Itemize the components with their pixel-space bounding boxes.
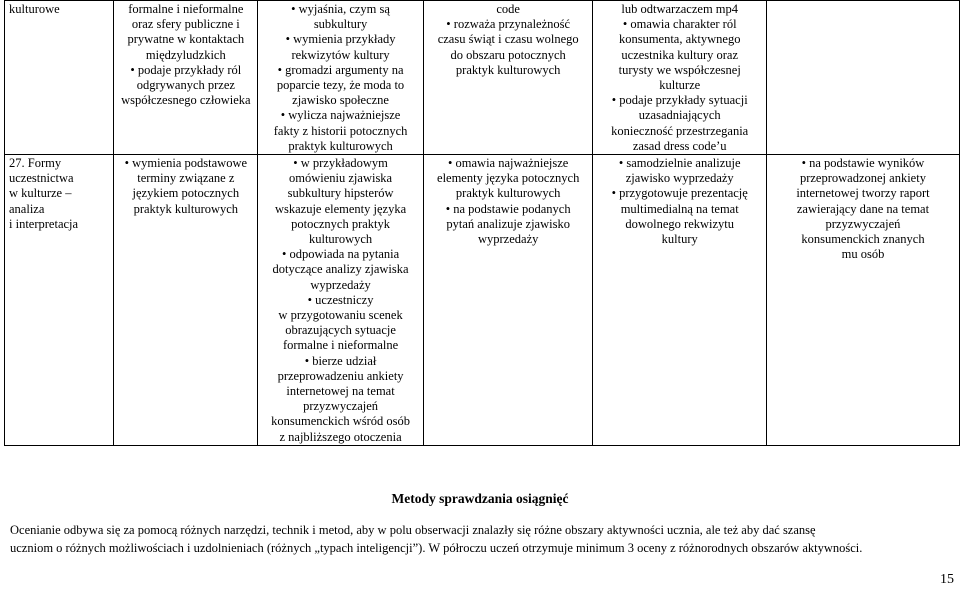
table-row <box>5 1 960 155</box>
cell-line: praktyk kulturowych <box>455 62 561 77</box>
cell-line: formalne i nieformalne <box>282 338 399 353</box>
requirements-beyond-cell <box>766 1 959 155</box>
cell-line: konieczność przestrzegania <box>611 123 749 138</box>
cell-line: praktyk kulturowych <box>455 186 561 201</box>
cell-text <box>427 2 590 78</box>
cell-line: przeprowadzonej ankiety <box>799 171 926 186</box>
requirements-basic-cell <box>114 1 258 155</box>
cell-line: i interpretacja <box>9 216 79 231</box>
cell-line: • rozważa przynależność <box>446 17 571 32</box>
cell-line: terminy związane z <box>137 171 235 186</box>
cell-line: rekwizytów kultury <box>291 47 390 62</box>
requirements-extended-cell <box>423 155 593 446</box>
cell-line: kulturowe <box>9 2 60 16</box>
cell-line: zjawisko społeczne <box>292 93 389 108</box>
requirements-basic-ext-cell <box>258 155 424 446</box>
requirements-full-cell <box>593 1 766 155</box>
cell-line: internetowej na temat <box>286 384 395 399</box>
paragraph-line: Ocenianie odbywa się za pomocą różnych narzędzi, technik i metod, aby w polu obserwacji znalazły się różne obszary aktywności ucznia, ale też aby dać szansę <box>10 523 816 537</box>
cell-line: • omawia najważniejsze <box>448 156 569 171</box>
topic-cell <box>5 155 114 446</box>
cell-line: • samodzielnie analizuje <box>618 156 741 171</box>
cell-line: elementy języka potocznych <box>437 171 580 186</box>
assessment-paragraph <box>10 521 958 557</box>
cell-text <box>596 2 762 154</box>
cell-line: • na podstawie podanych <box>445 201 571 216</box>
cell-line: potocznych praktyk <box>291 216 391 231</box>
cell-line: z najbliższego otoczenia <box>279 429 402 444</box>
section-heading: Metody sprawdzania osiągnięć <box>391 491 569 506</box>
cell-line: internetowej tworzy raport <box>796 186 930 201</box>
cell-line: konsumenckich wśród osób <box>271 414 410 429</box>
cell-line: do obszaru potocznych <box>450 47 566 62</box>
cell-line: prywatne w kontaktach <box>127 32 245 47</box>
cell-line: kulturze <box>659 78 701 93</box>
cell-line: multimedialną na temat <box>620 201 739 216</box>
cell-line: • wymienia przykłady <box>285 32 396 47</box>
cell-line: subkultury hipsterów <box>287 186 394 201</box>
cell-line: • przygotowuje prezentację <box>611 186 748 201</box>
cell-line: wyprzedaży <box>310 277 371 292</box>
cell-line: uczestnictwa <box>9 171 74 186</box>
cell-line: formalne i nieformalne <box>128 2 244 16</box>
cell-line: dotyczące analizy zjawiska <box>272 262 409 277</box>
cell-line: przyzwyczajeń <box>825 216 901 231</box>
cell-line: językiem potocznych <box>132 186 240 201</box>
cell-line: uzasadniających <box>638 108 721 123</box>
cell-line: • gromadzi argumenty na <box>277 62 404 77</box>
cell-line: kultury <box>661 232 698 247</box>
requirements-full-cell <box>593 155 766 446</box>
cell-line: lub odtwarzaczem mp4 <box>621 2 739 16</box>
cell-line: praktyk kulturowych <box>288 138 393 153</box>
cell-line: kulturowych <box>308 232 373 247</box>
cell-line: przeprowadzeniu ankiety <box>277 368 404 383</box>
cell-line: czasu świąt i czasu wolnego <box>437 32 579 47</box>
cell-text <box>261 2 420 154</box>
cell-text <box>9 156 110 232</box>
cell-text <box>596 156 762 247</box>
cell-line: • omawia charakter ról <box>622 17 737 32</box>
cell-line: zawierający dane na temat <box>796 201 930 216</box>
requirements-basic-ext-cell <box>258 1 424 155</box>
cell-line: • wyjaśnia, czym są <box>291 2 390 16</box>
cell-text <box>427 156 590 247</box>
cell-line: obrazujących sytuacje <box>285 323 396 338</box>
cell-line: • na podstawie wyników <box>801 156 925 171</box>
cell-line: • odpowiada na pytania <box>281 247 400 262</box>
table-row <box>5 155 960 446</box>
cell-line: pytań analizuje zjawisko <box>446 216 570 231</box>
cell-line: subkultury <box>313 17 368 32</box>
cell-text <box>9 2 110 17</box>
cell-line: w kulturze – <box>9 186 72 201</box>
cell-line: wyprzedaży <box>477 232 539 247</box>
cell-line: • w przykładowym <box>293 156 388 171</box>
cell-text <box>261 156 420 445</box>
cell-line: praktyk kulturowych <box>133 201 239 216</box>
cell-line: konsumenckich znanych <box>801 232 925 247</box>
cell-line: zjawisko wyprzedaży <box>625 171 734 186</box>
cell-line: code <box>496 2 520 16</box>
cell-line: konsumenta, aktywnego <box>618 32 741 47</box>
cell-line: wskazuje elementy języka <box>274 201 407 216</box>
curriculum-table <box>4 0 960 446</box>
page-number: 15 <box>940 572 954 587</box>
cell-line: zasad dress code’u <box>632 138 727 153</box>
cell-line: • bierze udział <box>304 353 377 368</box>
cell-line: odgrywanych przez <box>136 78 235 93</box>
cell-line: współczesnego człowieka <box>121 93 251 108</box>
cell-line: turysty we współczesnej <box>618 62 741 77</box>
cell-line: omówieniu zjawiska <box>289 171 393 186</box>
cell-line: mu osób <box>841 247 885 262</box>
cell-line: analiza <box>9 201 45 216</box>
cell-line: poparcie tezy, że moda to <box>276 78 405 93</box>
cell-line: przyzwyczajeń <box>303 399 379 414</box>
cell-text <box>770 156 956 262</box>
cell-text <box>117 156 254 217</box>
cell-line: • wylicza najważniejsze <box>280 108 401 123</box>
topic-cell <box>5 1 114 155</box>
requirements-extended-cell <box>423 1 593 155</box>
cell-line: • uczestniczy <box>307 292 374 307</box>
cell-line: międzyludzkich <box>145 47 226 62</box>
paragraph-line: uczniom o różnych możliwościach i uzdolnieniach (różnych „typach inteligencji”). W półroczu uczeń otrzymuje minimum 3 oceny z różnorodnych obszarów aktywności. <box>10 541 863 555</box>
cell-line: oraz sfery publiczne i <box>131 17 240 32</box>
cell-line: 27. Formy <box>9 156 62 171</box>
cell-text <box>117 2 254 108</box>
cell-line: fakty z historii potocznych <box>273 123 408 138</box>
cell-line: • wymienia podstawowe <box>124 156 248 171</box>
cell-line: dowolnego rekwizytu <box>625 216 735 231</box>
cell-line: uczestnika kultury oraz <box>621 47 739 62</box>
cell-line: • podaje przykłady ról <box>130 62 242 77</box>
cell-line: • podaje przykłady sytuacji <box>611 93 748 108</box>
requirements-beyond-cell <box>766 155 959 446</box>
cell-line: w przygotowaniu scenek <box>278 308 403 323</box>
requirements-basic-cell <box>114 155 258 446</box>
